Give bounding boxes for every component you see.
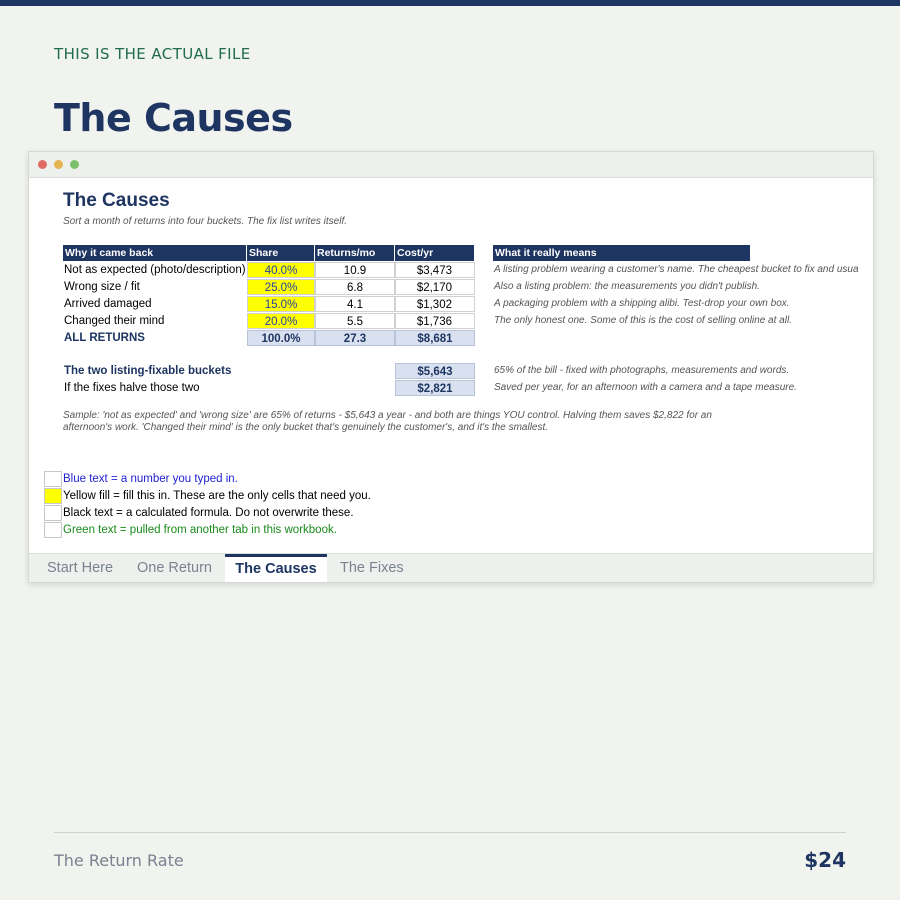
header-cost[interactable]: Cost/yr <box>395 245 475 261</box>
row-returns-cell[interactable]: 10.9 <box>315 262 395 278</box>
sample-note: Sample: 'not as expected' and 'wrong size' are 65% of returns - $5,643 a year - and both are things YOU control. Halving them saves $2,822 for an afternoon's work. 'Changed their mind' is the only bucket that's genuinely the customer's, and it's the smallest. <box>63 410 712 433</box>
halve-label-cell[interactable]: If the fixes halve those two <box>64 382 200 394</box>
footer-divider <box>54 832 846 833</box>
row-reason-cell[interactable]: Wrong size / fit <box>64 281 140 293</box>
tab-one-return[interactable]: One Return <box>137 560 212 576</box>
row-cost-cell[interactable]: $1,302 <box>395 296 475 312</box>
row-reason-cell[interactable]: Not as expected (photo/description) <box>64 264 246 276</box>
maximize-window-dot-icon[interactable] <box>70 160 79 169</box>
header-meaning[interactable]: What it really means <box>493 245 751 261</box>
row-share-input[interactable]: 15.0% <box>247 296 315 312</box>
total-share-cell[interactable]: 100.0% <box>247 330 315 346</box>
row-meaning-cell[interactable]: A packaging problem with a shipping alibi. Test-drop your own box. <box>494 298 790 309</box>
close-window-dot-icon[interactable] <box>38 160 47 169</box>
total-returns-cell[interactable]: 27.3 <box>315 330 395 346</box>
row-reason-cell[interactable]: Arrived damaged <box>64 298 152 310</box>
row-cost-cell[interactable]: $2,170 <box>395 279 475 295</box>
eyebrow-label: THIS IS THE ACTUAL FILE <box>54 45 251 63</box>
tab-the-causes[interactable]: The Causes <box>225 554 327 583</box>
row-share-input[interactable]: 20.0% <box>247 313 315 329</box>
row-meaning-cell[interactable]: The only honest one. Some of this is the cost of selling online at all. <box>494 315 792 326</box>
tab-the-fixes[interactable]: The Fixes <box>340 560 404 576</box>
legend-swatch-blue <box>44 471 62 487</box>
sheet-title: The Causes <box>63 190 170 211</box>
row-meaning-cell[interactable]: A listing problem wearing a customer's name. The cheapest bucket to fix and usua <box>494 264 859 275</box>
minimize-window-dot-icon[interactable] <box>54 160 63 169</box>
halve-value-cell[interactable]: $2,821 <box>395 380 475 396</box>
total-label-cell[interactable]: ALL RETURNS <box>64 332 145 344</box>
sheet-area <box>29 178 873 553</box>
fixable-value-cell[interactable]: $5,643 <box>395 363 475 379</box>
window-titlebar <box>29 152 873 178</box>
page-headline: The Causes <box>54 96 293 140</box>
header-returns[interactable]: Returns/mo <box>315 245 395 261</box>
header-share[interactable]: Share <box>247 245 315 261</box>
row-cost-cell[interactable]: $3,473 <box>395 262 475 278</box>
total-cost-cell[interactable]: $8,681 <box>395 330 475 346</box>
sheet-tabs <box>29 553 873 583</box>
product-name: The Return Rate <box>54 851 184 870</box>
row-returns-cell[interactable]: 4.1 <box>315 296 395 312</box>
fixable-note-cell[interactable]: 65% of the bill - fixed with photographs, measurements and words. <box>494 365 790 376</box>
row-share-input[interactable]: 25.0% <box>247 279 315 295</box>
header-reason[interactable]: Why it came back <box>63 245 247 261</box>
legend-swatch-black <box>44 505 62 521</box>
tab-start-here[interactable]: Start Here <box>47 560 114 576</box>
spreadsheet-window <box>28 151 874 583</box>
top-accent-bar <box>0 0 900 6</box>
fixable-label-cell[interactable]: The two listing-fixable buckets <box>64 365 232 377</box>
legend-yellow-text: Yellow fill = fill this in. These are the only cells that need you. <box>63 490 371 502</box>
row-returns-cell[interactable]: 6.8 <box>315 279 395 295</box>
legend-black-text: Black text = a calculated formula. Do not overwrite these. <box>63 507 354 519</box>
row-returns-cell[interactable]: 5.5 <box>315 313 395 329</box>
sheet-subtitle: Sort a month of returns into four buckets. The fix list writes itself. <box>63 216 347 227</box>
product-price: $24 <box>804 848 846 872</box>
legend-swatch-yellow <box>44 488 62 504</box>
legend-blue-text: Blue text = a number you typed in. <box>63 473 238 485</box>
legend-swatch-green <box>44 522 62 538</box>
row-cost-cell[interactable]: $1,736 <box>395 313 475 329</box>
row-meaning-cell[interactable]: Also a listing problem: the measurements you didn't publish. <box>494 281 760 292</box>
halve-note-cell[interactable]: Saved per year, for an afternoon with a camera and a tape measure. <box>494 382 797 393</box>
row-share-input[interactable]: 40.0% <box>247 262 315 278</box>
legend-green-text: Green text = pulled from another tab in this workbook. <box>63 524 337 536</box>
row-reason-cell[interactable]: Changed their mind <box>64 315 165 327</box>
